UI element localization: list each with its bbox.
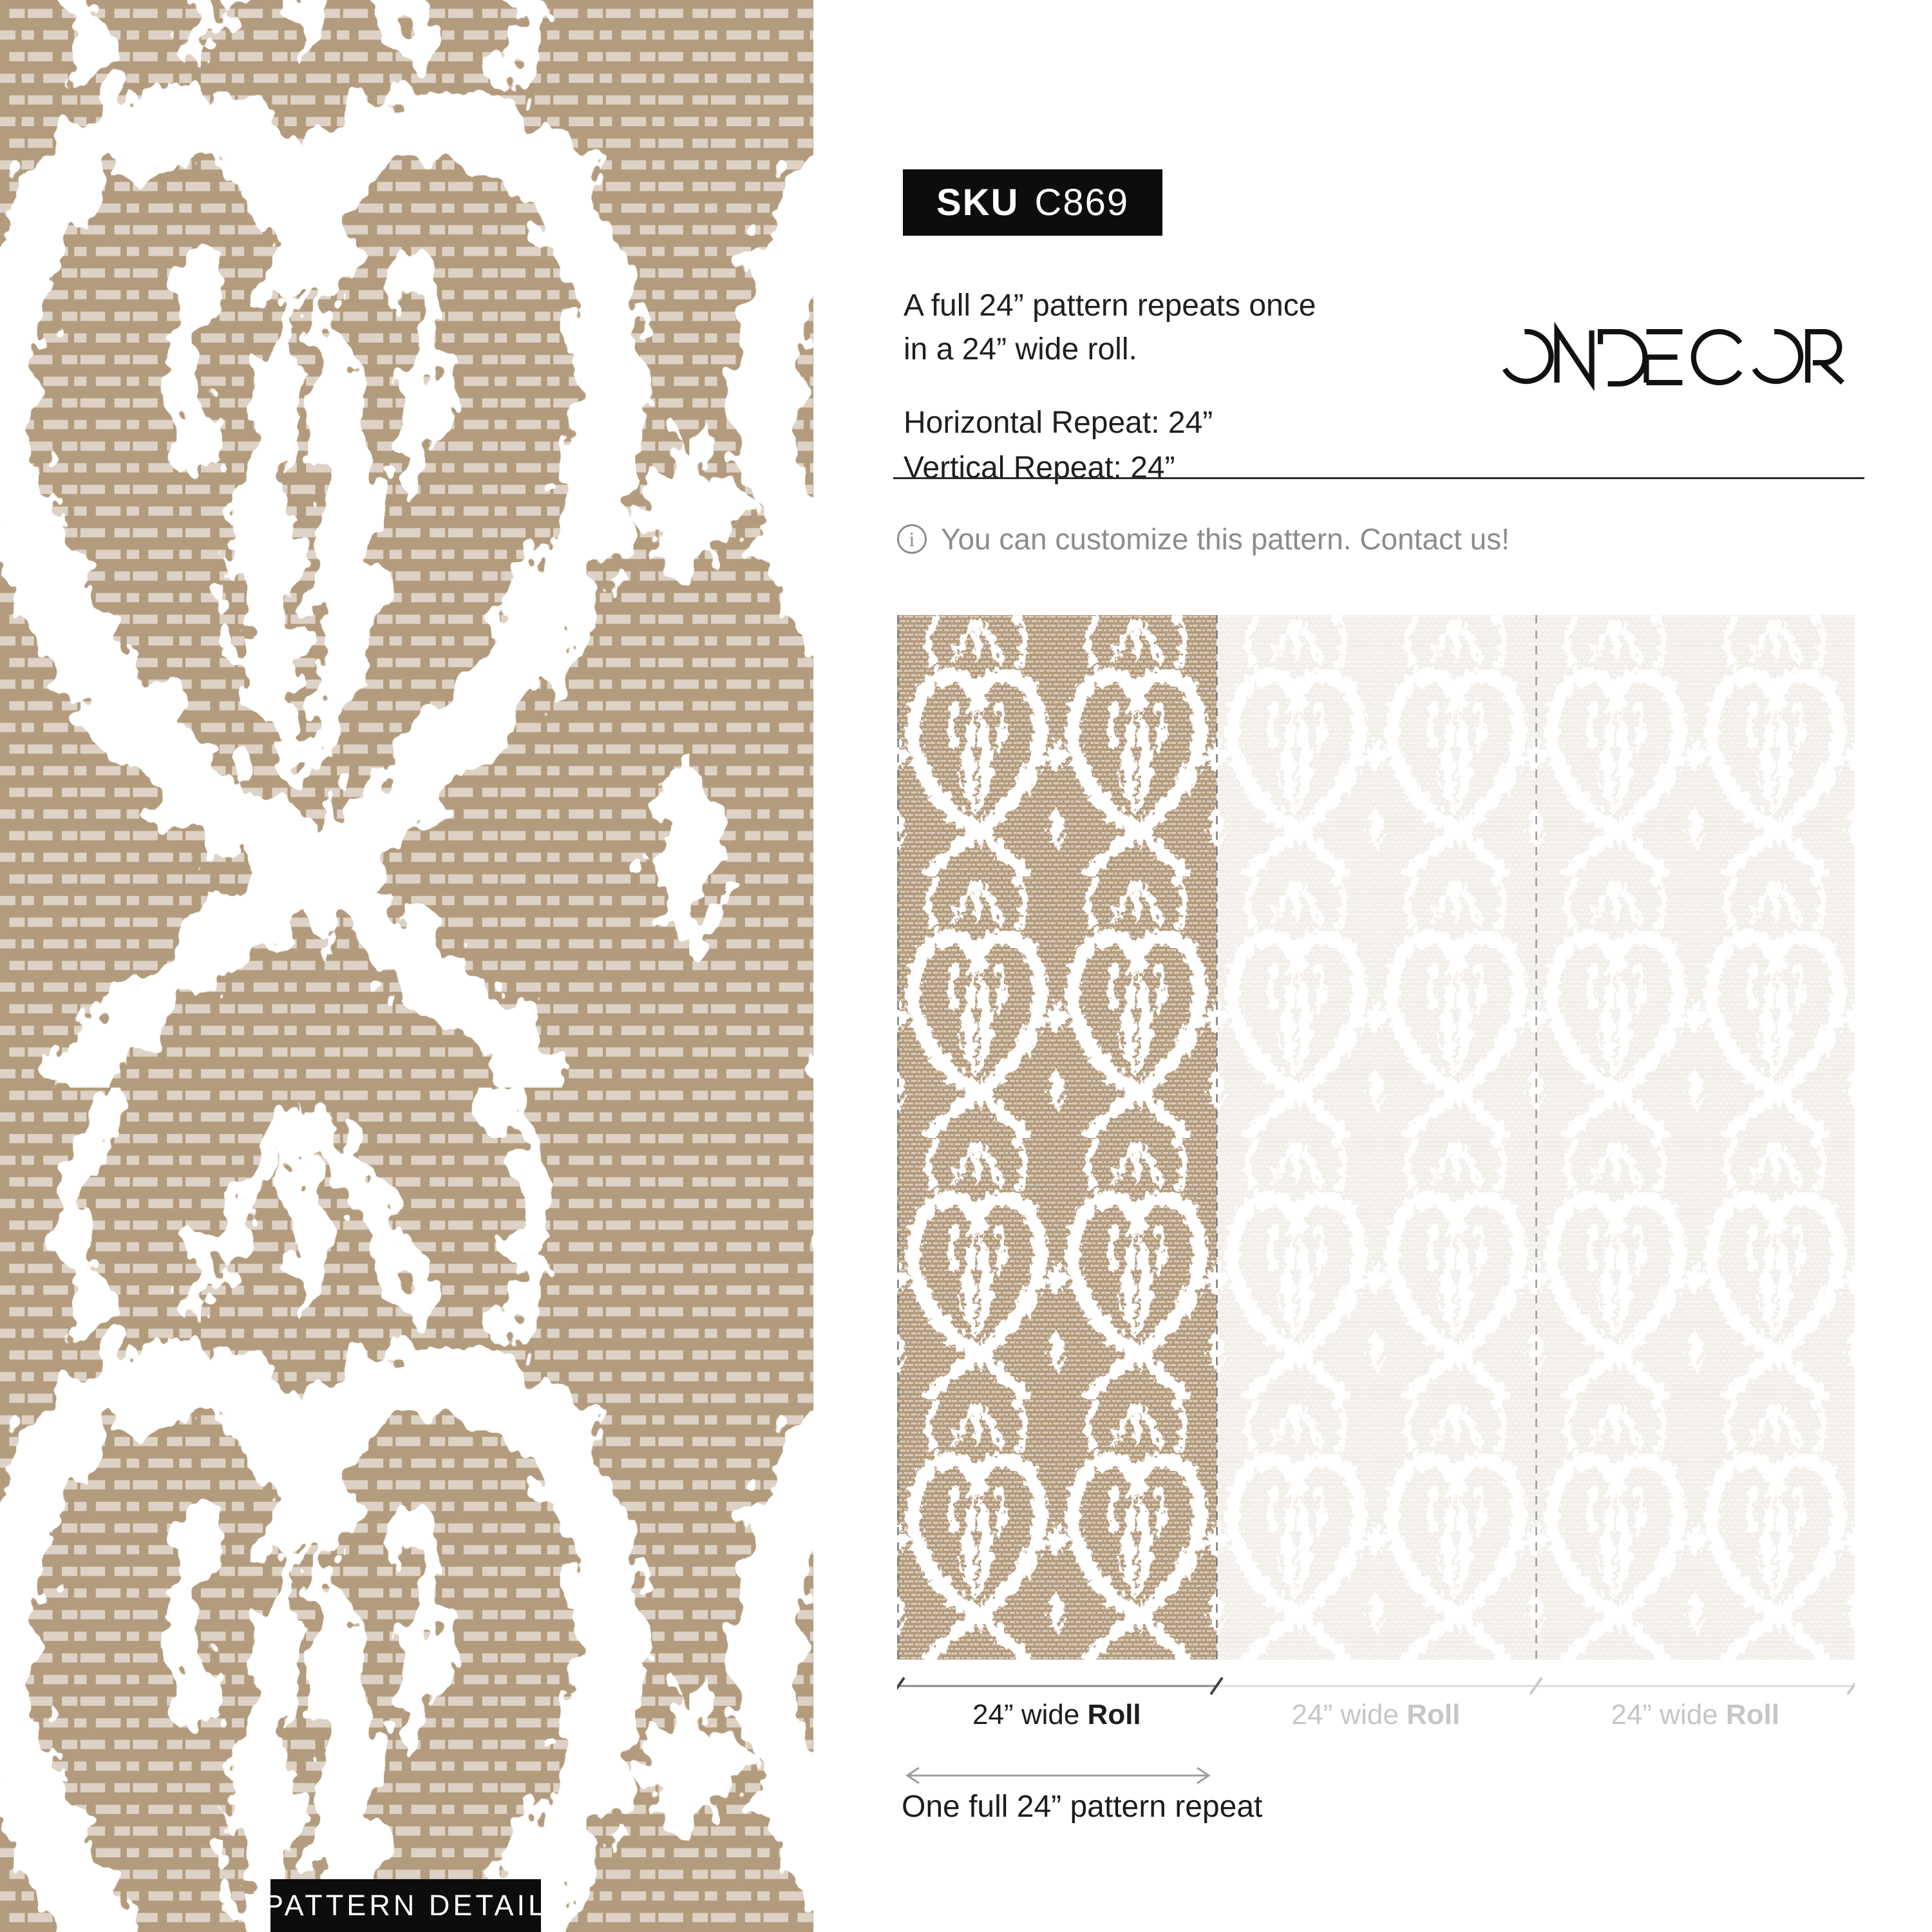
description-line-2: in a 24” wide roll.	[904, 332, 1137, 366]
horizontal-repeat: Horizontal Repeat: 24”	[904, 406, 1213, 440]
roll-1-size: 24” wide	[972, 1699, 1088, 1730]
customize-notice-text[interactable]: You can customize this pattern. Contact us!	[941, 522, 1510, 556]
sku-value: C869	[1034, 182, 1130, 223]
pattern-detail-label: PATTERN DETAIL	[263, 1889, 548, 1922]
info-icon	[897, 524, 927, 554]
customize-notice	[897, 522, 1510, 556]
repeat-arrow	[900, 1765, 1217, 1786]
roll-label-1	[897, 1699, 1217, 1731]
pattern-detail-badge	[263, 1879, 548, 1932]
separator-line	[893, 477, 1864, 479]
ondecor-logo-icon	[1497, 301, 1845, 398]
brand-logo	[1497, 301, 1845, 398]
dimension-line	[897, 1671, 1855, 1700]
roll-2-size: 24” wide	[1291, 1699, 1407, 1730]
roll-3-word: Roll	[1725, 1699, 1779, 1730]
roll-labels	[897, 1699, 1855, 1731]
roll-2-word: Roll	[1406, 1699, 1461, 1730]
pattern-description	[904, 284, 1316, 372]
sku-badge	[903, 169, 1162, 236]
pattern-detail-image	[0, 0, 813, 1932]
rolls-visual	[897, 615, 1855, 1660]
info-icon-glyph: i	[909, 527, 915, 551]
description-line-1: A full 24” pattern repeats once	[904, 289, 1316, 323]
roll-label-2	[1217, 1699, 1536, 1731]
pattern-detail-panel	[0, 0, 813, 1932]
repeat-caption: One full 24” pattern repeat	[902, 1790, 1263, 1824]
sku-label: SKU	[936, 182, 1019, 223]
roll-label-3	[1535, 1699, 1855, 1731]
vertical-repeat: Vertical Repeat: 24”	[904, 451, 1175, 485]
roll-3-size: 24” wide	[1611, 1699, 1726, 1730]
roll-1-word: Roll	[1087, 1699, 1141, 1730]
